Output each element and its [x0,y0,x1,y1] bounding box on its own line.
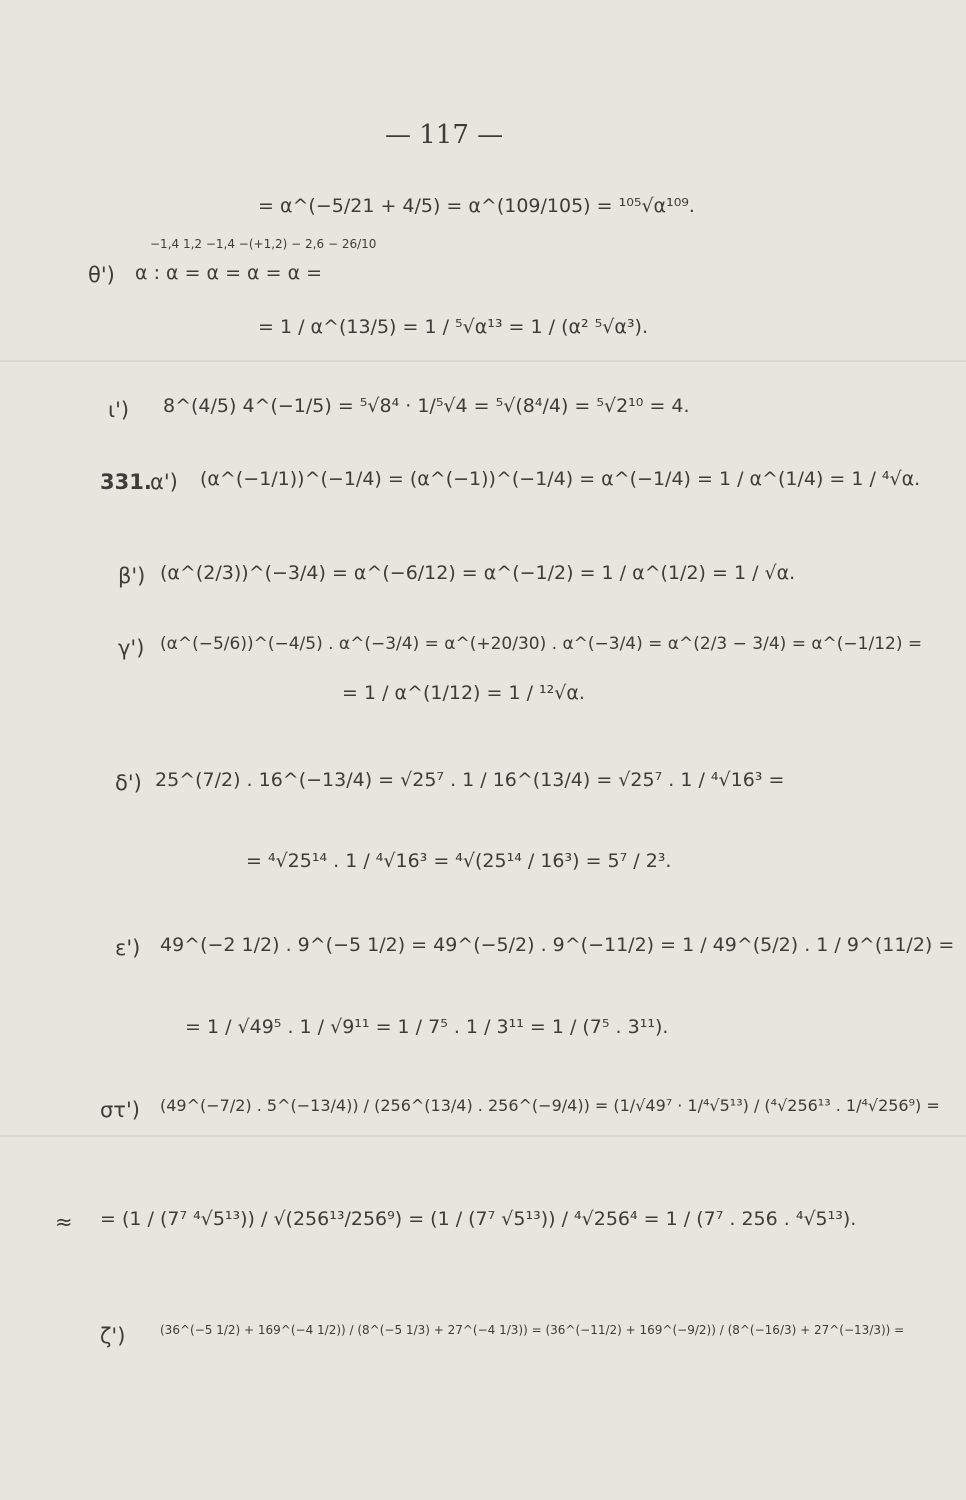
label-epsilon: ε') [115,936,141,960]
label-beta: β') [118,564,146,588]
math-line: (α^(2/3))^(−3/4) = α^(−6/12) = α^(−1/2) = 1 / α^(1/2) = 1 / √α. [160,562,796,584]
math-line: α : α = α = α = α = [135,262,323,284]
label-iota: ι') [108,398,130,422]
math-line: 25^(7/2) . 16^(−13/4) = √25⁷ . 1 / 16^(13/4) = √25⁷ . 1 / ⁴√16³ = [155,769,785,791]
math-line: (α^(−1/1))^(−1/4) = (α^(−1))^(−1/4) = α^(−1/4) = 1 / α^(1/4) = 1 / ⁴√α. [200,468,921,490]
exercise-number: 331. [100,470,152,494]
math-line: (α^(−5/6))^(−4/5) . α^(−3/4) = α^(+20/30) . α^(−3/4) = α^(2/3 − 3/4) = α^(−1/12) = [160,634,923,654]
math-line: = 1 / √49⁵ . 1 / √9¹¹ = 1 / 7⁵ . 1 / 3¹¹ = 1 / (7⁵ . 3¹¹). [185,1016,669,1038]
label-331 [100,472,152,493]
label-theta: θ') [88,263,115,287]
label-delta: δ') [115,771,142,795]
math-line: −1,4 1,2 −1,4 −(+1,2) − 2,6 − 26/10 [150,237,377,251]
math-line: (36^(−5 1/2) + 169^(−4 1/2)) / (8^(−5 1/3) + 27^(−4 1/3)) = (36^(−11/2) + 169^(−9/2)) / (8^(−16/3) + 27^(−13/3)) = [160,1323,905,1337]
math-line: 8^(4/5) 4^(−1/5) = ⁵√8⁴ · 1/⁵√4 = ⁵√(8⁴/4) = ⁵√2¹⁰ = 4. [163,395,690,417]
math-line: = 1 / α^(1/12) = 1 / ¹²√α. [342,682,585,704]
scan-streak [0,360,966,362]
label-alpha: α') [150,470,178,494]
math-line: = α^(−5/21 + 4/5) = α^(109/105) = ¹⁰⁵√α¹⁰⁹. [258,195,695,217]
math-line: (49^(−7/2) . 5^(−13/4)) / (256^(13/4) . 256^(−9/4)) = (1/√49⁷ · 1/⁴√5¹³) / (⁴√256¹³ . 1/⁴√256⁹) = [160,1096,940,1115]
scan-streak [0,1135,966,1137]
label-gamma: γ') [118,636,145,660]
math-line: = ⁴√25¹⁴ . 1 / ⁴√16³ = ⁴√(25¹⁴ / 16³) = 5⁷ / 2³. [246,850,672,872]
math-line: = (1 / (7⁷ ⁴√5¹³)) / √(256¹³/256⁹) = (1 / (7⁷ √5¹³)) / ⁴√256⁴ = 1 / (7⁷ . 256 . ⁴√5¹³). [100,1208,857,1230]
label-zeta: ζ') [100,1324,126,1348]
label-approx: ≈ [55,1210,73,1234]
math-line: = 1 / α^(13/5) = 1 / ⁵√α¹³ = 1 / (α² ⁵√α³). [258,316,648,338]
label-sigmatau: στ') [100,1098,140,1122]
math-line: 49^(−2 1/2) . 9^(−5 1/2) = 49^(−5/2) . 9^(−11/2) = 1 / 49^(5/2) . 1 / 9^(11/2) = [160,934,955,956]
page-number: — 117 — [385,120,504,150]
